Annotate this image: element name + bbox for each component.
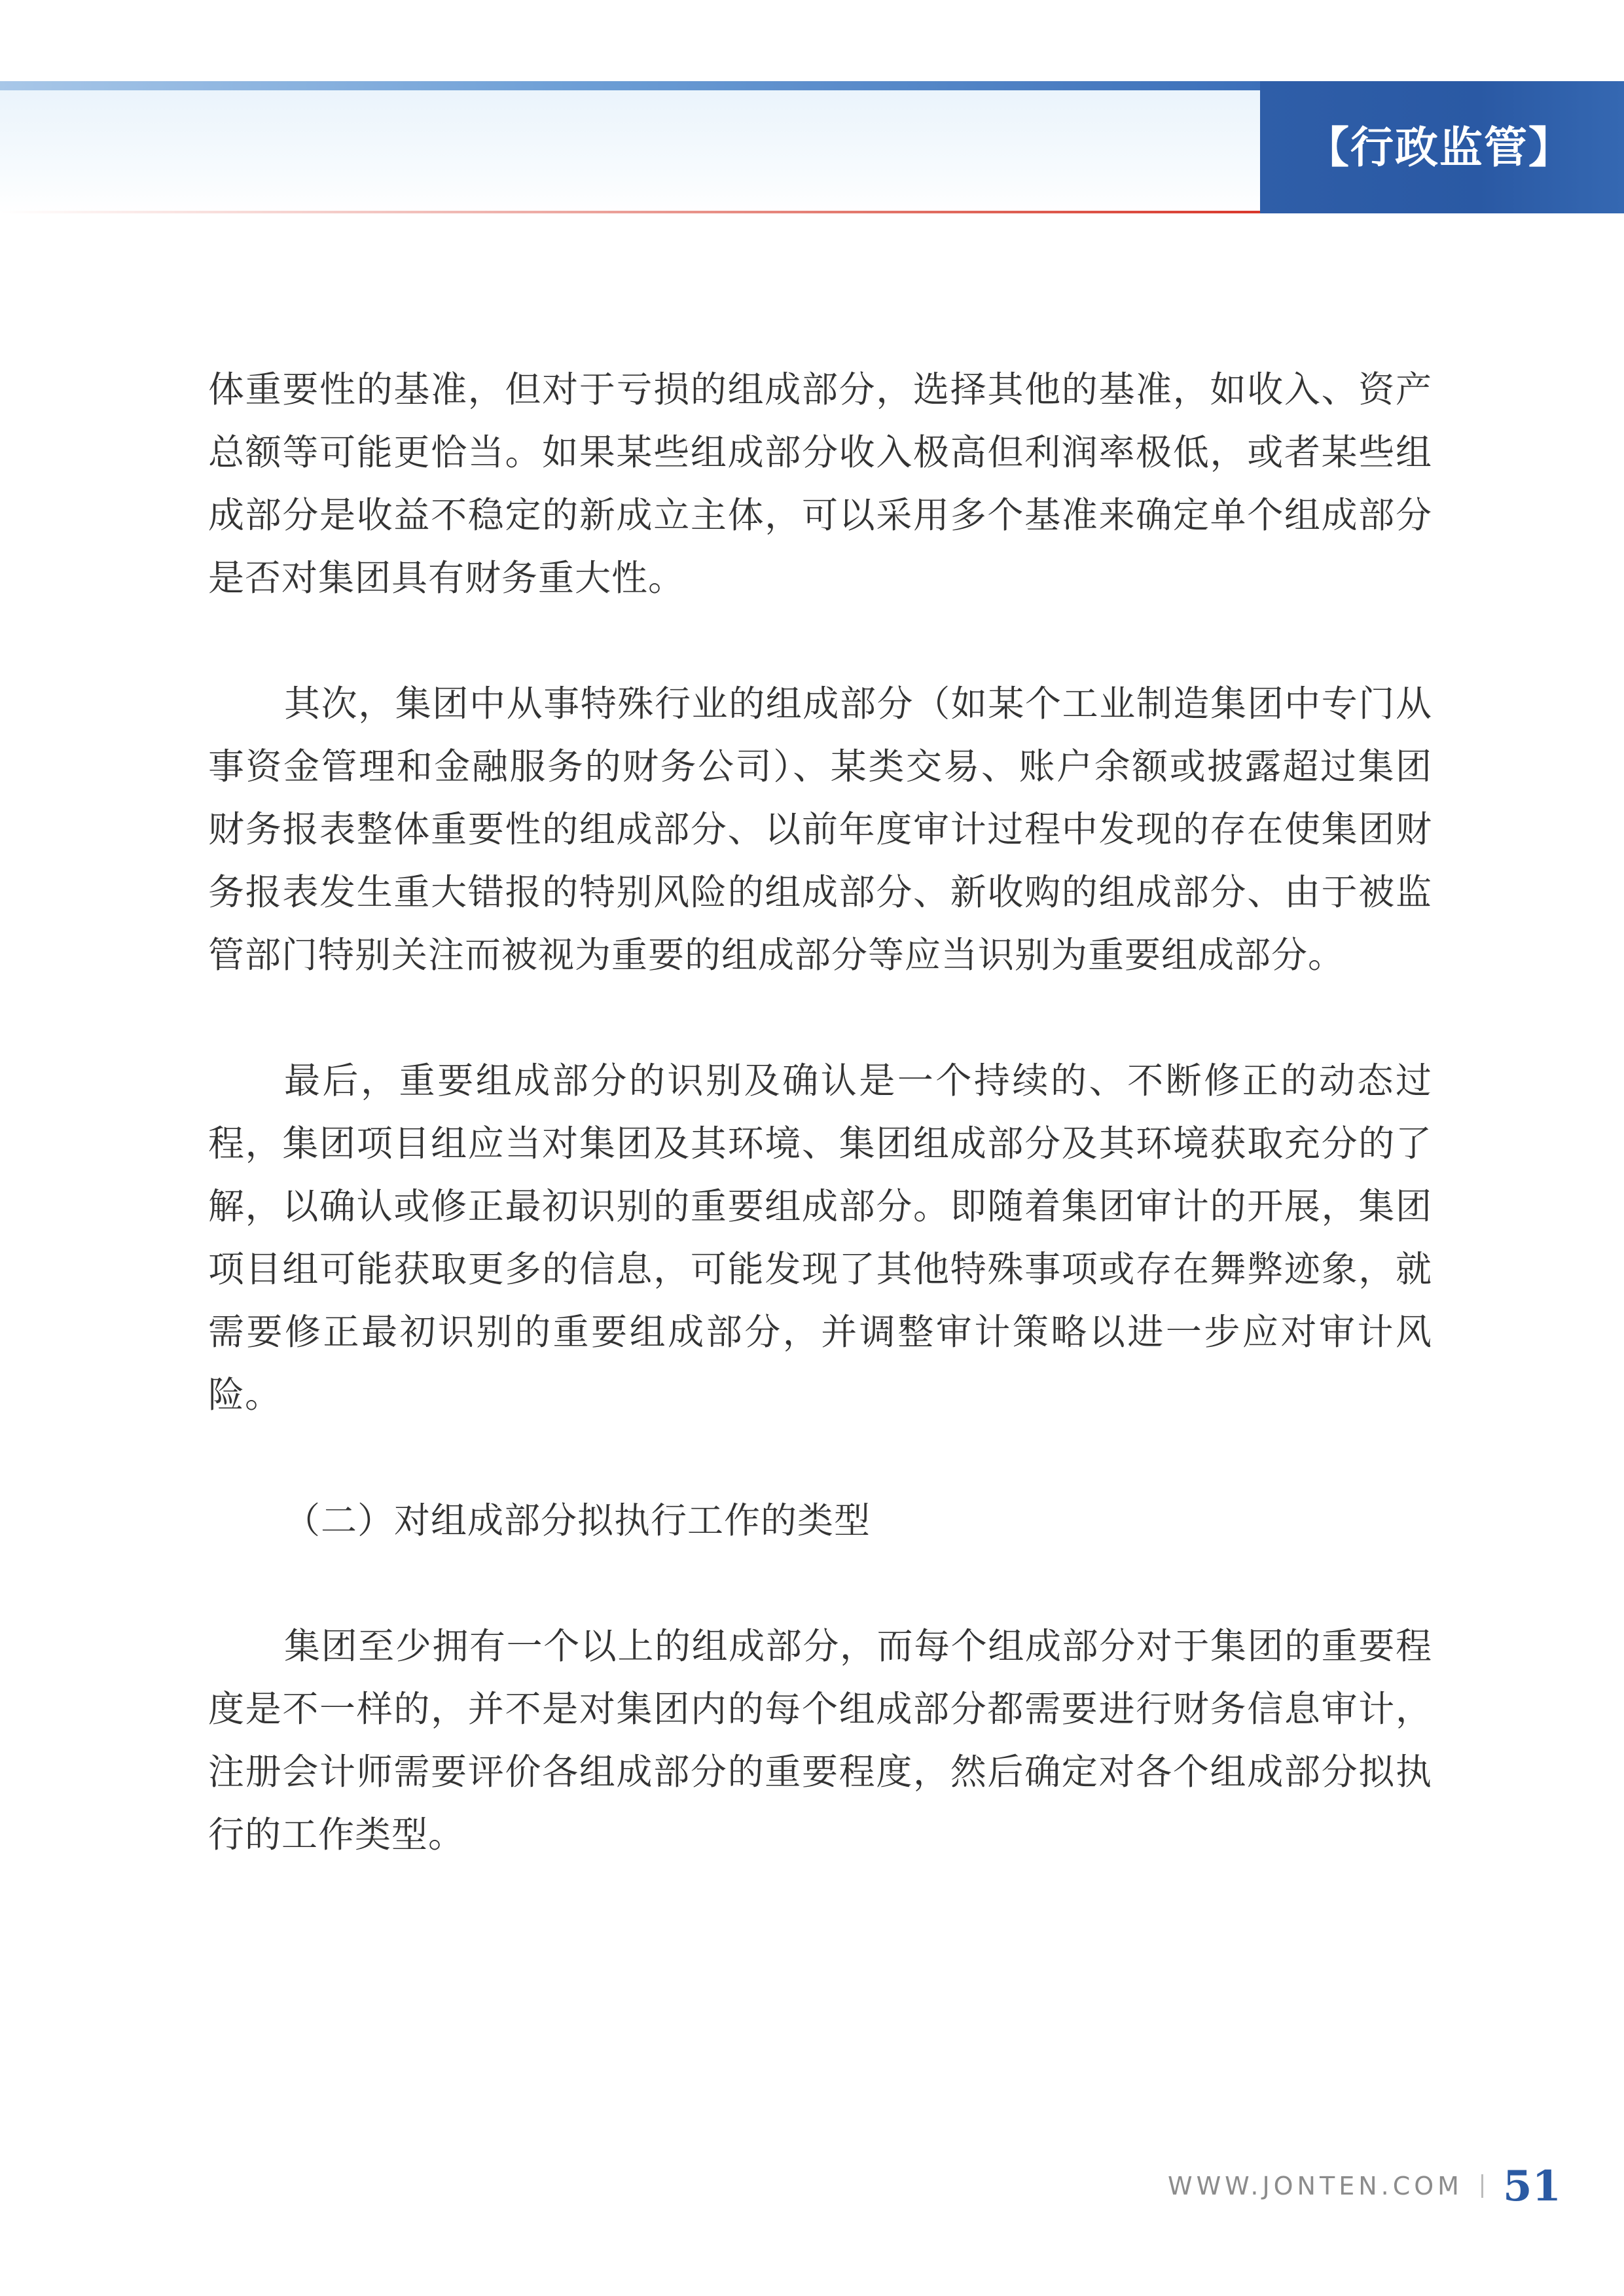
paragraph-finally: 最后，重要组成部分的识别及确认是一个持续的、不断修正的动态过程，集团项目组应当对集团及其环境、集团组成部分及其环境获取充分的了解，以确认或修正最初识别的重要组成部分。即随着集团审计的开展，集团项目组可能获取更多的信息，可能发现了其他特殊事项或存在舞弊迹象，就需要修正最初识别的重要组成部分，并调整审计策略以进一步应对审计风险。 xyxy=(208,1060,1432,1416)
page-number: 51 xyxy=(1502,2161,1561,2211)
header-top-rule xyxy=(0,81,1260,90)
header-bottom-rule xyxy=(0,211,1260,213)
header-band xyxy=(0,81,1260,213)
paragraph-continued: 体重要性的基准，但对于亏损的组成部分，选择其他的基准，如收入、资产总额等可能更恰当。如果某些组成部分收入极高但利润率极低，或者某些组成部分是收益不稳定的新成立主体，可以采用多个基准来确定单个组成部分是否对集团具有财务重大性。 xyxy=(208,368,1432,599)
footer-divider xyxy=(1481,2174,1483,2198)
paragraph-work-types: 集团至少拥有一个以上的组成部分，而每个组成部分对于集团的重要程度是不一样的，并不是对集团内的每个组成部分都需要进行财务信息审计，注册会计师需要评价各组成部分的重要程度，然后确定对各个组成部分拟执行的工作类型。 xyxy=(208,1625,1432,1856)
section-tag: 【行政监管】 xyxy=(1260,81,1624,213)
article-body xyxy=(208,358,1432,1866)
section-subheading: （二）对组成部分拟执行工作的类型 xyxy=(284,1499,871,1541)
paragraph-secondly: 其次，集团中从事特殊行业的组成部分（如某个工业制造集团中专门从事资金管理和金融服务的财务公司）、某类交易、账户余额或披露超过集团财务报表整体重要性的组成部分、以前年度审计过程中发现的存在使集团财务报表发生重大错报的特别风险的组成部分、新收购的组成部分、由于被监管部门特别关注而被视为重要的组成部分等应当识别为重要组成部分。 xyxy=(208,683,1432,976)
page-footer xyxy=(1168,2160,1561,2212)
website-link[interactable]: WWW.JONTEN.COM xyxy=(1168,2172,1463,2200)
